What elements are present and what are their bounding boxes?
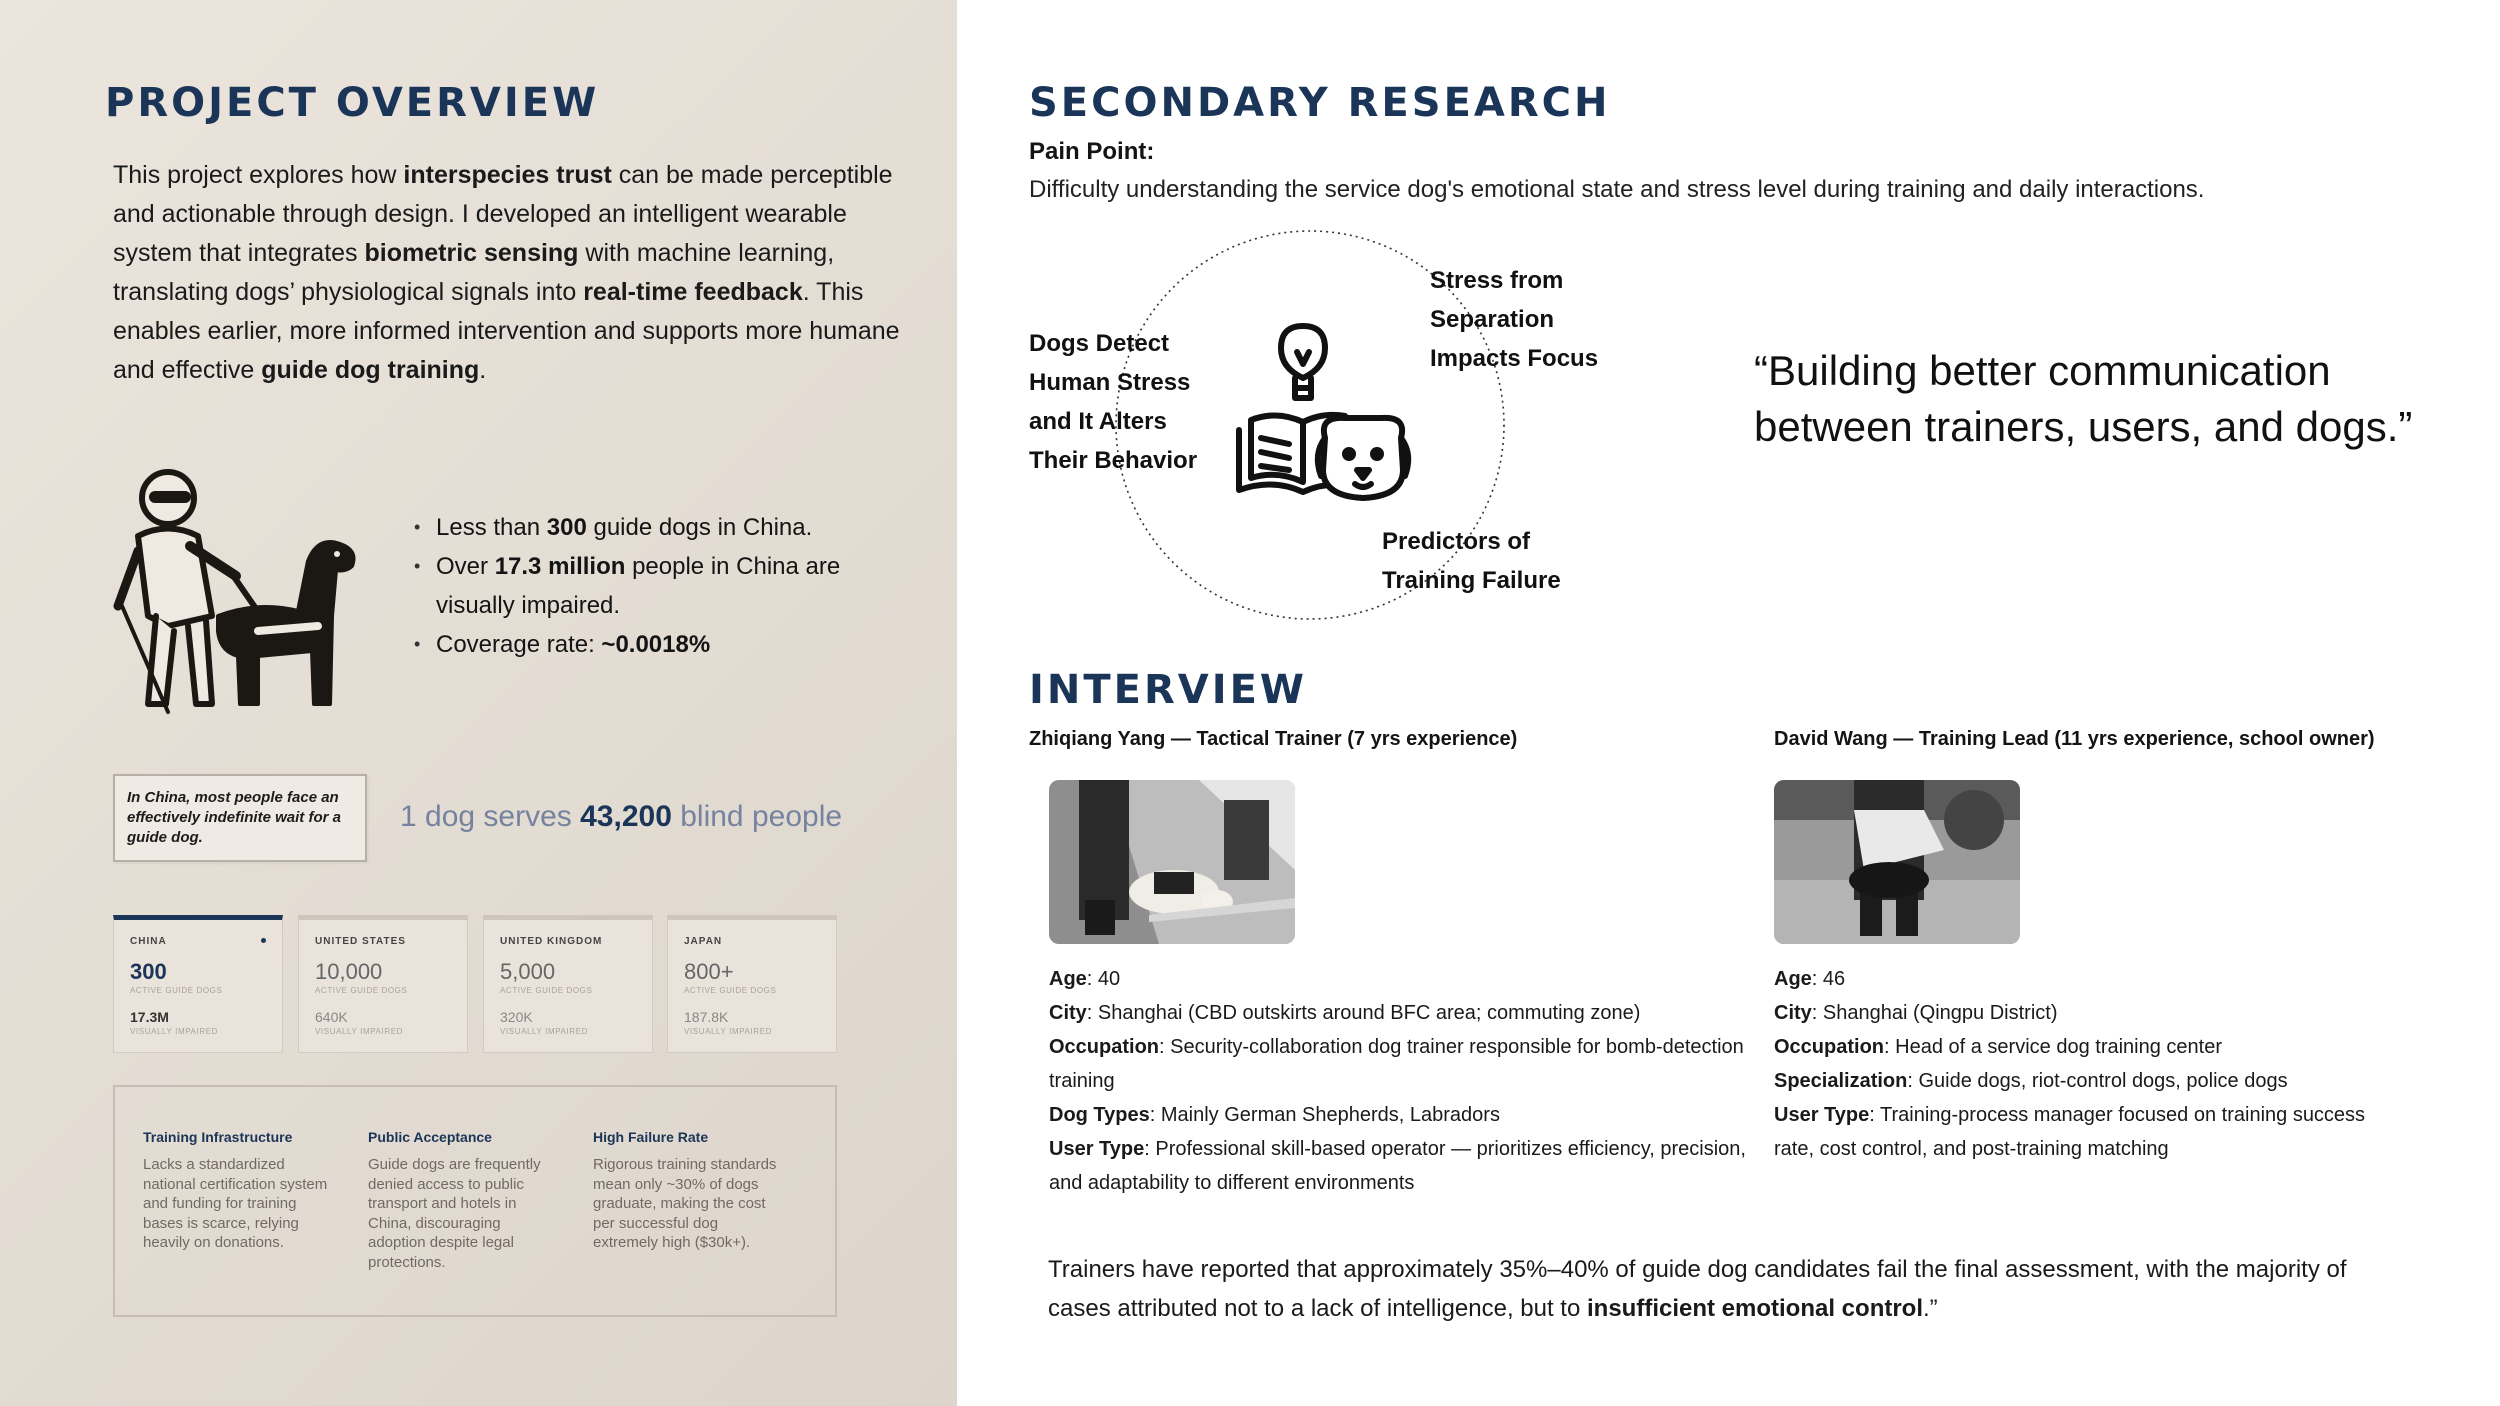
stat-text: guide dogs in China.: [586, 514, 813, 541]
dog-serves-ratio: [400, 800, 842, 834]
detail-label: City: [1049, 1002, 1087, 1024]
detail-label: City: [1774, 1002, 1812, 1024]
bubble-separation-stress: Stress from Separation Impacts Focus: [1430, 267, 1599, 372]
detail-value: Shanghai (Qingpu District): [1822, 1002, 2058, 1024]
intro-seg: . This enables earlier, more informed intervention and supports more humane and effective: [113, 278, 900, 384]
card-impaired-label: VISUALLY IMPAIRED: [130, 1027, 219, 1036]
card-country: UNITED KINGDOM: [500, 936, 603, 947]
interviewee-details: [1049, 962, 1749, 1200]
challenge-heading: High Failure Rate: [593, 1129, 709, 1145]
stat-value: 300: [546, 514, 587, 541]
bubble-human-stress: Dogs Detect Human Stress and It Alters Their Behavior: [1029, 330, 1198, 474]
challenge-column: [368, 1129, 558, 1272]
detail-row: Specialization: Guide dogs, riot-control dogs, police dogs: [1774, 1070, 2288, 1092]
card-impaired-count: 187.8K: [684, 1009, 729, 1025]
intro-seg: This project explores how: [113, 161, 404, 189]
card-value-label: ACTIVE GUIDE DOGS: [684, 986, 777, 995]
interviewee-photo: [1774, 780, 2020, 944]
detail-label: User Type: [1049, 1138, 1145, 1160]
detail-value: Head of a service dog training center: [1895, 1036, 2222, 1058]
detail-row: City: Shanghai (Qingpu District): [1774, 1002, 2058, 1024]
closing-seg: Trainers have reported that approximately 35%–40% of guide dog candidates fail the final assessment, with the majority of cases attributed not to a lack of intelligence, but to: [1048, 1256, 2347, 1322]
country-card: [667, 915, 837, 1053]
card-country: CHINA: [130, 936, 167, 947]
intro-seg: guide dog training: [261, 356, 480, 384]
detail-value: Shanghai (CBD outskirts around BFC area; commuting zone): [1097, 1002, 1641, 1024]
detail-label: Specialization: [1774, 1070, 1908, 1092]
card-impaired-count: 17.3M: [130, 1009, 169, 1025]
detail-value: Security-collaboration dog trainer responsible for bomb-detection training: [1049, 1036, 1744, 1092]
research-quote: “Building better communication between trainers, users, and dogs.”: [1754, 347, 2413, 450]
detail-row: User Type: Professional skill-based operator — prioritizes efficiency, precision, and adaptability to different environments: [1049, 1138, 1746, 1194]
wait-callout-box: In China, most people face an effectively indefinite wait for a guide dog.: [113, 774, 367, 862]
interviewee-heading: David Wang — Training Lead (11 yrs experience, school owner): [1774, 728, 2375, 750]
detail-value: 46: [1822, 968, 1846, 990]
interviewee-details: [1774, 962, 2394, 1166]
card-value-label: ACTIVE GUIDE DOGS: [130, 986, 223, 995]
detail-row: Occupation: Security-collaboration dog trainer responsible for bomb-detection training: [1049, 1036, 1744, 1092]
stat-item: [414, 547, 914, 625]
intro-seg: real-time feedback: [583, 278, 803, 306]
blind-person-guide-dog-icon: [108, 466, 358, 716]
interviewee-photo: [1049, 780, 1295, 944]
challenge-heading: Training Infrastructure: [143, 1129, 293, 1145]
stat-item: [414, 508, 914, 547]
card-value-label: ACTIVE GUIDE DOGS: [500, 986, 593, 995]
overview-intro: [113, 156, 913, 390]
detail-label: Occupation: [1049, 1036, 1160, 1058]
serves-suffix: blind people: [680, 800, 843, 833]
interview-title: INTERVIEW: [1029, 667, 1308, 713]
card-impaired-label: VISUALLY IMPAIRED: [500, 1027, 589, 1036]
detail-value: Training-process manager focused on training success rate, cost control, and post-training matching: [1774, 1104, 2366, 1160]
closing-seg: insufficient emotional control: [1587, 1295, 1924, 1322]
card-guide-dog-count: 300: [130, 959, 167, 984]
card-guide-dog-count: 5,000: [500, 959, 556, 984]
stat-value: ~0.0018%: [601, 631, 711, 658]
detail-label: User Type: [1774, 1104, 1870, 1126]
intro-seg: interspecies trust: [403, 161, 612, 189]
challenge-body: Lacks a standardized national certification system and funding for training bases is scarce, relying heavily on donations.: [143, 1156, 328, 1251]
card-impaired-count: 640K: [315, 1009, 348, 1025]
country-card: [113, 915, 283, 1053]
intro-seg: biometric sensing: [364, 239, 579, 267]
stat-text: Over: [436, 553, 495, 580]
detail-label: Age: [1049, 968, 1087, 990]
interview-closing-statement: [1048, 1250, 2408, 1328]
project-overview-panel: [0, 0, 957, 1406]
challenge-body: Rigorous training standards mean only ~30% of dogs graduate, making the cost per successful dog extremely high ($30k+).: [593, 1156, 777, 1251]
challenge-column: [593, 1129, 783, 1253]
stat-text: people in China are visually impaired.: [436, 553, 841, 619]
stat-value: 17.3 million: [494, 553, 626, 580]
detail-row: City: Shanghai (CBD outskirts around BFC area; commuting zone): [1049, 1002, 1641, 1024]
detail-value: Mainly German Shepherds, Labradors: [1160, 1104, 1500, 1126]
serves-prefix: 1 dog serves: [400, 800, 572, 833]
challenge-heading: Public Acceptance: [368, 1129, 492, 1145]
closing-seg: .”: [1923, 1295, 1938, 1322]
detail-value: 40: [1097, 968, 1121, 990]
pain-point-text: Difficulty understanding the service dog's emotional state and stress level during training and daily interactions.: [1029, 176, 2205, 203]
country-card: [483, 915, 653, 1053]
card-country: UNITED STATES: [315, 936, 406, 947]
intro-seg: with machine learning, translating dogs’ physiological signals into: [113, 239, 835, 306]
challenge-body: Guide dogs are frequently denied access to public transport and hotels in China, discouraging adoption despite legal protections.: [368, 1156, 541, 1271]
detail-row: User Type: Training-process manager focused on training success rate, cost control, and post-training matching: [1774, 1104, 2366, 1160]
stat-text: Less than: [436, 514, 547, 541]
interviewee-heading: Zhiqiang Yang — Tactical Trainer (7 yrs experience): [1029, 728, 1518, 750]
secondary-research-title: SECONDARY RESEARCH: [1029, 80, 1611, 126]
active-dot-icon: [261, 938, 266, 943]
overview-stats-list: [414, 508, 914, 664]
detail-row: Age: 46: [1774, 968, 1846, 990]
country-card: [298, 915, 468, 1053]
detail-label: Occupation: [1774, 1036, 1885, 1058]
detail-row: Occupation: Head of a service dog training center: [1774, 1036, 2222, 1058]
detail-row: Age: 40: [1049, 968, 1121, 990]
detail-value: Guide dogs, riot-control dogs, police dogs: [1918, 1070, 2288, 1092]
challenges-box: [113, 1085, 837, 1317]
detail-value: Professional skill-based operator — prioritizes efficiency, precision, and adaptability to different environments: [1049, 1138, 1746, 1194]
bubble-training-failure: Predictors of Training Failure: [1382, 528, 1561, 594]
card-guide-dog-count: 800+: [684, 959, 734, 984]
stat-item: [414, 625, 914, 664]
card-guide-dog-count: 10,000: [315, 959, 383, 984]
challenge-column: [143, 1129, 333, 1253]
book-lightbulb-dog-icon: [1233, 320, 1413, 510]
project-overview-title: PROJECT OVERVIEW: [105, 80, 600, 126]
detail-label: Age: [1774, 968, 1812, 990]
detail-row: Dog Types: Mainly German Shepherds, Labradors: [1049, 1104, 1500, 1126]
serves-number: 43,200: [580, 800, 672, 833]
card-value-label: ACTIVE GUIDE DOGS: [315, 986, 408, 995]
country-comparison-cards: [113, 915, 837, 1053]
pain-point-label: Pain Point:: [1029, 138, 1155, 165]
intro-seg: can be made perceptible and actionable through design. I developed an intelligent wearable system that integrates: [113, 161, 893, 267]
card-country: JAPAN: [684, 936, 723, 947]
detail-label: Dog Types: [1049, 1104, 1150, 1126]
intro-seg: .: [479, 356, 487, 384]
card-impaired-label: VISUALLY IMPAIRED: [315, 1027, 404, 1036]
card-impaired-count: 320K: [500, 1009, 533, 1025]
card-impaired-label: VISUALLY IMPAIRED: [684, 1027, 773, 1036]
stat-text: Coverage rate:: [436, 631, 602, 658]
